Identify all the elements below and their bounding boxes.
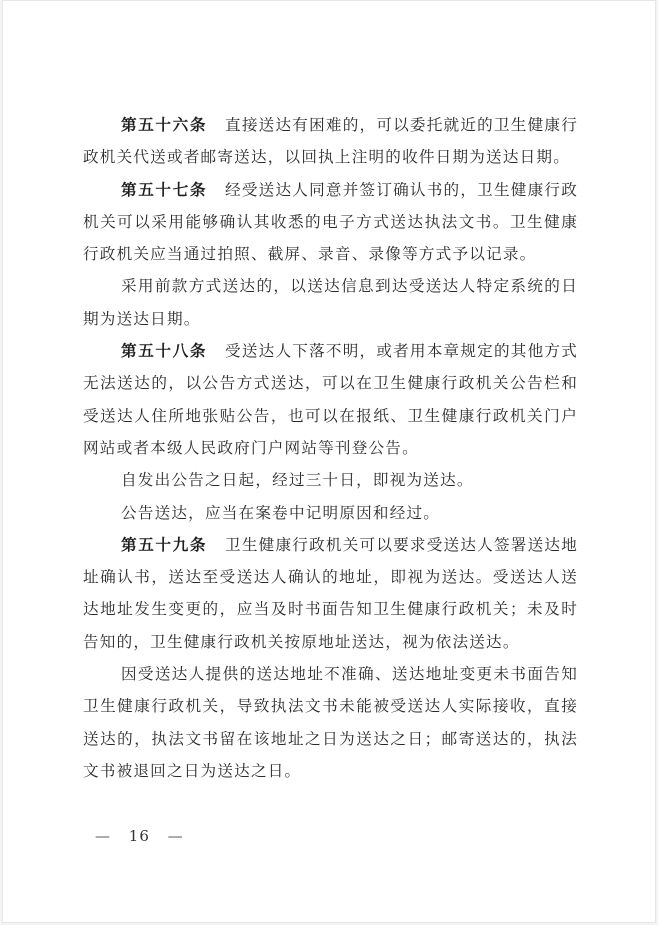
paragraph-text: 直接送达有困难的，可以委托就近的卫生健康行政机关代送或者邮寄送达，以回执上注明的收件日期为送达日期。: [83, 116, 578, 167]
paragraph-text: 自发出公告之日起，经过三十日，即视为送达。: [121, 471, 474, 490]
paragraph-text: 经受送达人同意并签订确认书的，卫生健康行政机关可以采用能够确认其收悉的电子方式送达执法文书。卫生健康行政机关应当通过拍照、截屏、录音、录像等方式予以记录。: [83, 180, 578, 264]
paragraph: [83, 335, 578, 464]
paragraph: [83, 658, 578, 787]
page-number: 16: [128, 827, 150, 845]
paragraph: [83, 109, 578, 174]
footer-dash-left: —: [95, 827, 111, 845]
paragraph: [83, 529, 578, 658]
paragraph-text: 卫生健康行政机关可以要求受送达人签署送达地址确认书，送达至受送达人确认的地址，即视为送达。受送达人送达地址发生变更的，应当及时书面告知卫生健康行政机关；未及时告知的，卫生健康行政机关按原地址送达，视为依法送达。: [83, 535, 578, 651]
page-footer: [95, 827, 184, 845]
paragraph: [83, 464, 578, 496]
paragraph-text: 公告送达，应当在案卷中记明原因和经过。: [121, 503, 441, 522]
article-heading: 第五十八条: [121, 341, 208, 361]
paragraph: [83, 270, 578, 335]
paragraph-text: 采用前款方式送达的，以送达信息到达受送达人特定系统的日期为送达日期。: [83, 277, 578, 328]
paragraph: [83, 174, 578, 271]
article-heading: 第五十七条: [121, 179, 208, 199]
paragraph-text: 受送达人下落不明，或者用本章规定的其他方式无法送达的，以公告方式送达，可以在卫生健康行政机关公告栏和受送达人住所地张贴公告，也可以在报纸、卫生健康行政机关门户网站或者本级人民政府门户网站等刊登公告。: [83, 342, 578, 457]
paragraph: [83, 497, 578, 529]
article-heading: 第五十九条: [121, 534, 208, 554]
document-page: [2, 0, 656, 923]
document-body: [83, 109, 578, 787]
footer-dash-right: —: [167, 827, 184, 845]
article-heading: 第五十六条: [121, 115, 208, 134]
paragraph-text: 因受送达人提供的送达地址不准确、送达地址变更未书面告知卫生健康行政机关，导致执法文书未能被受送达人实际接收，直接送达的，执法文书留在该地址之日为送达之日；邮寄送达的，执法文书被退回之日为送达之日。: [83, 665, 578, 780]
